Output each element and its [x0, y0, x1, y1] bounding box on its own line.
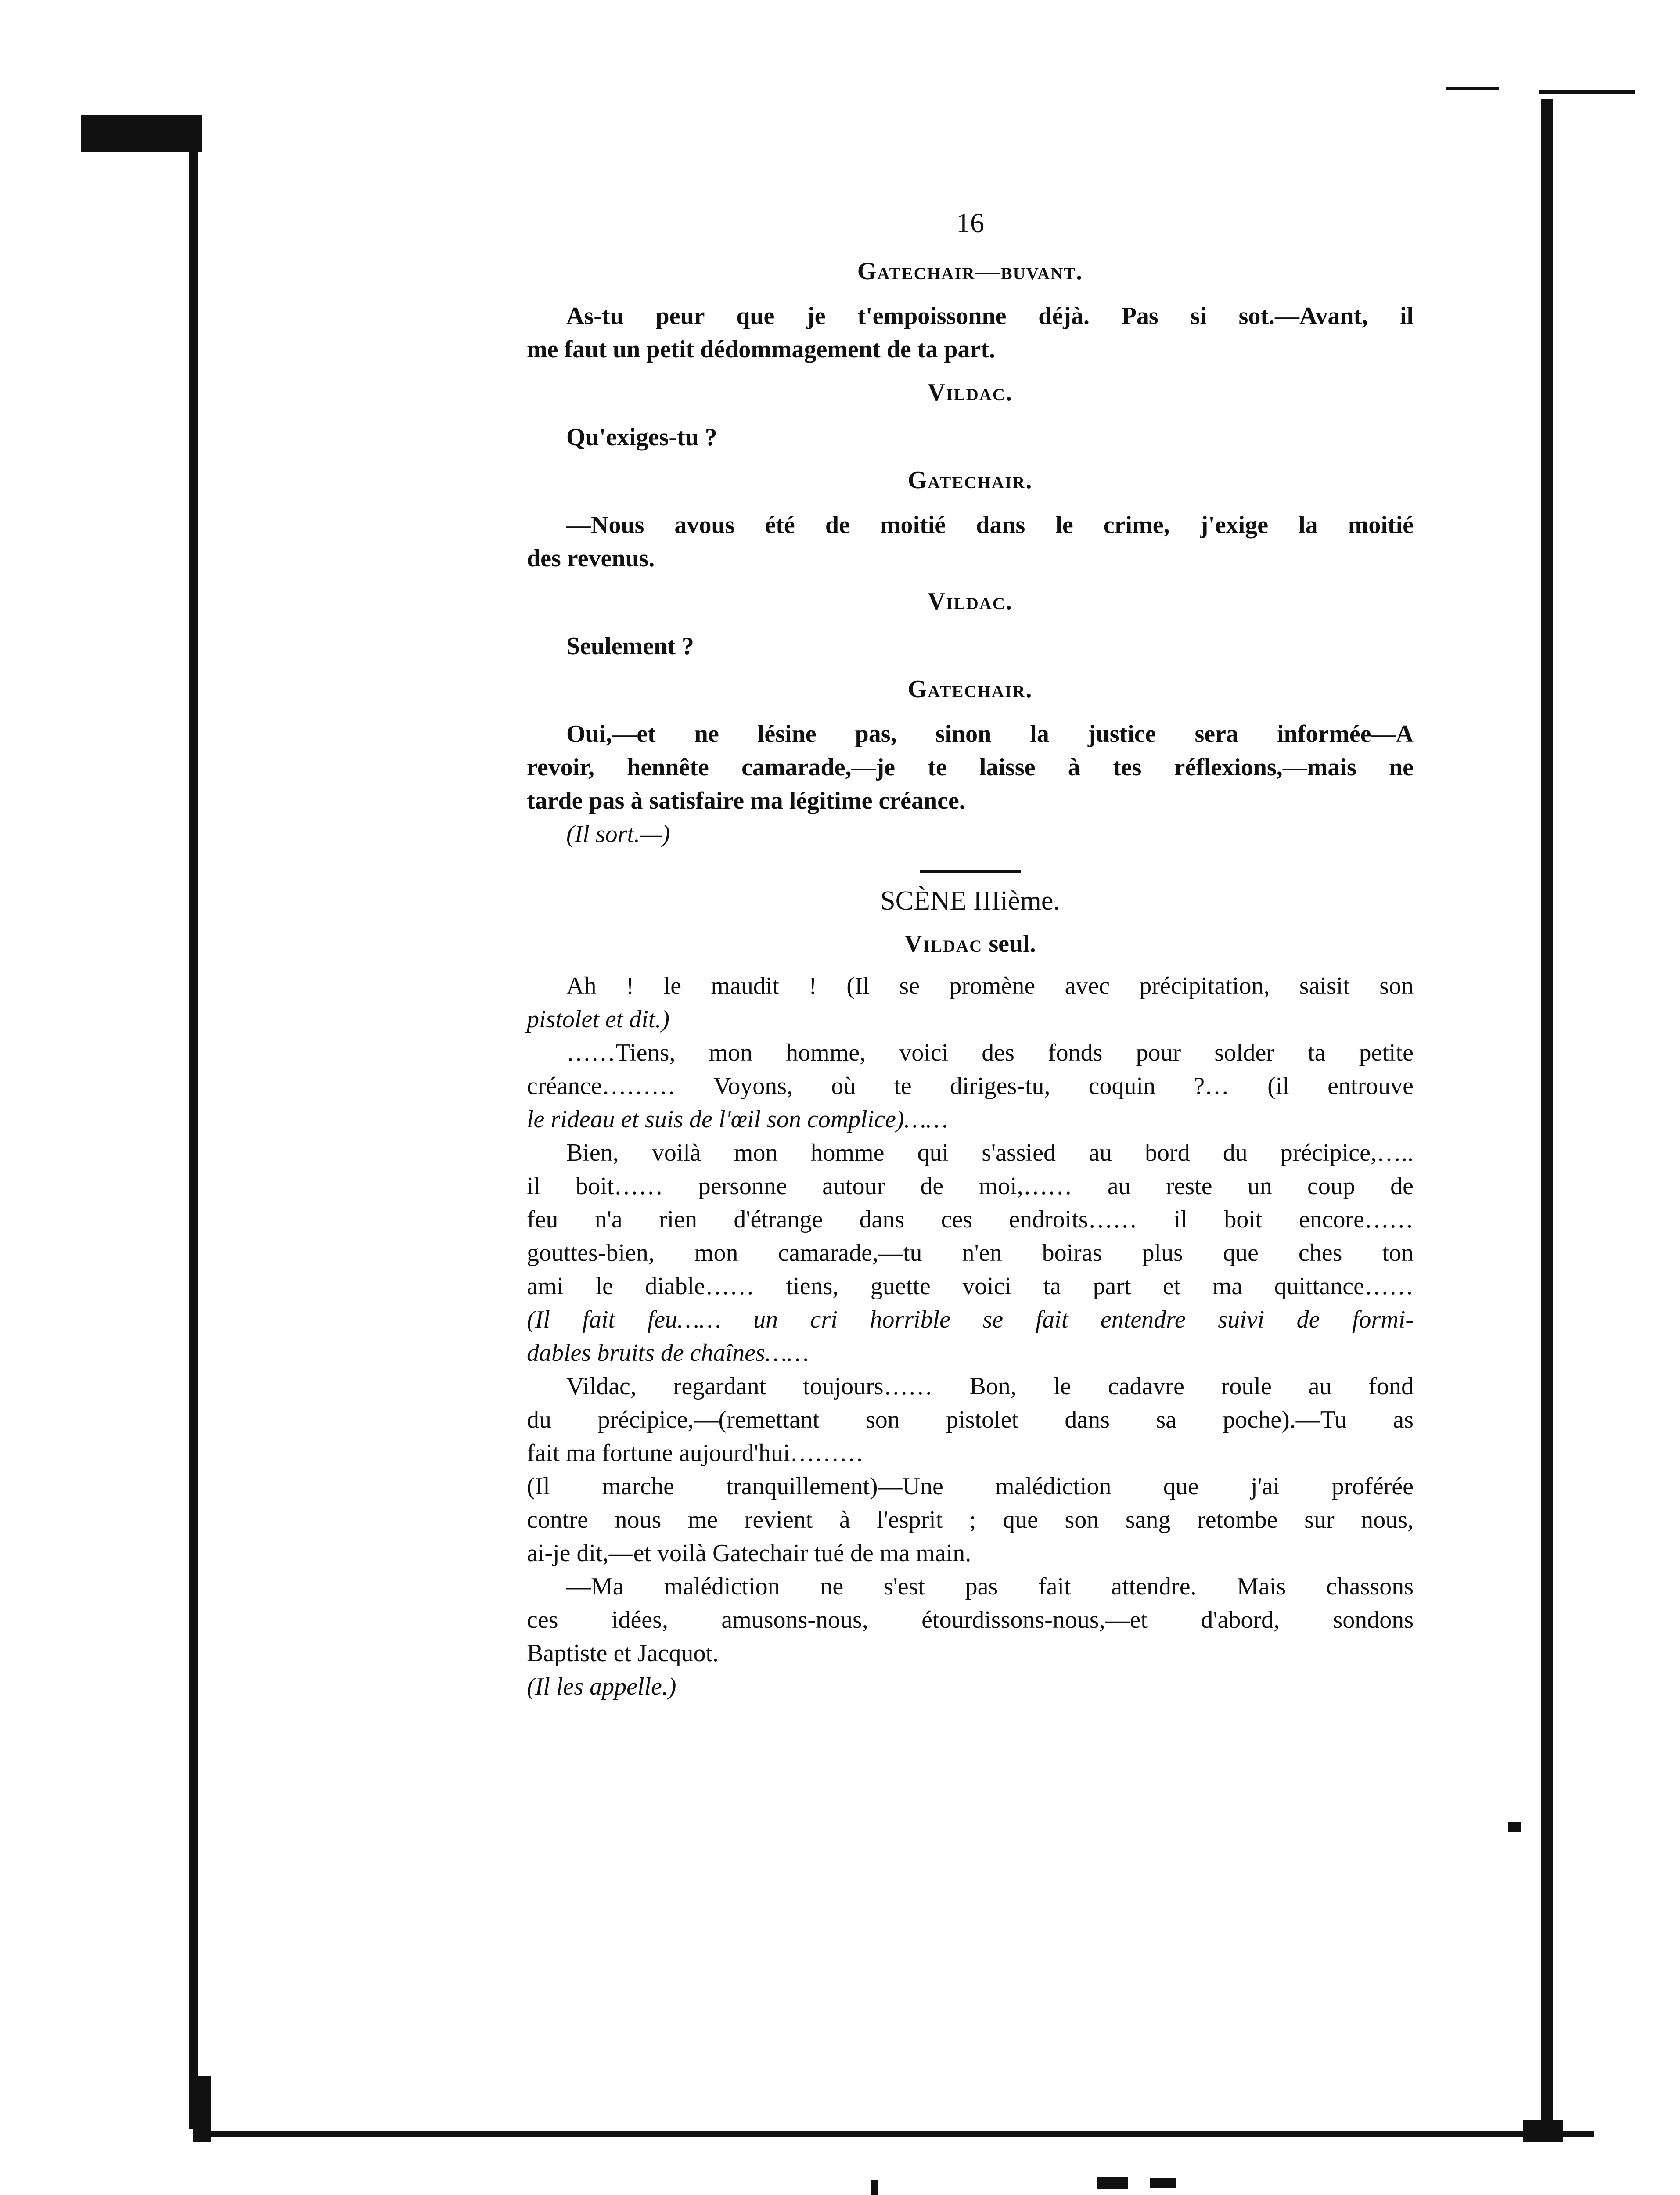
scan-edge-top-left: [81, 115, 202, 152]
speaker-name: Vildac.: [927, 379, 1013, 406]
speaker-name: Vildac.: [927, 588, 1013, 615]
dialogue-paragraph: [527, 508, 1414, 575]
scene-line: ai-je dit,—et voilà Gatechair tué de ma main.: [527, 1540, 971, 1567]
scene-subtitle: [527, 927, 1414, 961]
scan-edge-bottom: [206, 2131, 1594, 2137]
dialogue-blocks: [527, 255, 1414, 851]
scene-line: ……Tiens, mon homme, voici des fonds pour solder ta petite: [566, 1039, 1414, 1066]
scan-edge-right-top: [1539, 90, 1635, 94]
document-page: [527, 206, 1414, 1703]
dialogue-paragraph: [527, 299, 1414, 366]
dialogue-paragraph: [527, 717, 1414, 817]
scene-subtitle-rest: seul.: [982, 930, 1036, 957]
text-line: Seulement ?: [566, 633, 694, 660]
scene-line: (Il les appelle.): [527, 1673, 676, 1700]
scene-line: (Il marche tranquillement)—Une malédiction que j'ai proférée: [527, 1473, 1414, 1500]
scene-line: Vildac, regardant toujours…… Bon, le cadavre roule au fond: [566, 1373, 1414, 1400]
scan-mark-bottom-2: [1150, 2178, 1176, 2188]
text-line: des revenus.: [527, 545, 655, 572]
dialogue-paragraph: [527, 630, 1414, 663]
scene-line: créance……… Voyons, où te diriges-tu, coquin ?… (il entrouve: [527, 1072, 1414, 1100]
speaker-name: Gatechair.: [907, 676, 1033, 703]
scene-line: ces idées, amusons-nous, étourdissons-nous,—et d'abord, sondons: [527, 1606, 1414, 1634]
scene-line: Bien, voilà mon homme qui s'assied au bord du précipice,…..: [566, 1139, 1414, 1166]
scene-line: le rideau et suis de l'œil son complice)……: [527, 1106, 948, 1133]
scene-line: fait ma fortune aujourd'hui………: [527, 1439, 864, 1467]
scan-mark-bottom-3: [871, 2180, 878, 2195]
scene-text: [527, 969, 1414, 1703]
text-line: Qu'exiges-tu ?: [566, 424, 717, 451]
text-line: (Il sort.—): [566, 820, 670, 848]
stage-direction: [527, 817, 1414, 851]
scene-line: feu n'a rien d'étrange dans ces endroits…… il boit encore……: [527, 1206, 1414, 1233]
scan-mark-right: [1508, 1822, 1521, 1832]
scene-line: (Il fait feu…… un cri horrible se fait entendre suivi de formi-: [527, 1306, 1414, 1333]
scene-line: Baptiste et Jacquot.: [527, 1640, 719, 1667]
text-line: —Nous avous été de moitié dans le crime, j'exige la moitié: [566, 511, 1414, 539]
scan-mark-bottom-1: [1097, 2177, 1128, 2189]
scan-edge-right-top-mark: [1446, 87, 1499, 90]
scene-divider: [920, 870, 1021, 873]
text-line: As-tu peur que je t'empoissonne déjà. Pas si sot.—Avant, il: [566, 302, 1414, 330]
scene-line: dables bruits de chaînes……: [527, 1339, 809, 1367]
scene-title: SCÈNE IIIième.: [880, 886, 1060, 916]
text-line: revoir, hennête camarade,—je te laisse à tes réflexions,—mais ne: [527, 754, 1414, 781]
page-number: 16: [956, 207, 984, 238]
scene-line: contre nous me revient à l'esprit ; que son sang retombe sur nous,: [527, 1506, 1414, 1533]
scene-line: pistolet et dit.): [527, 1006, 670, 1033]
dialogue-paragraph: [527, 421, 1414, 454]
scene-line: du précipice,—(remettant son pistolet dans sa poche).—Tu as: [527, 1406, 1414, 1433]
scene-line: —Ma malédiction ne s'est pas fait attendre. Mais chassons: [566, 1573, 1414, 1600]
scan-edge-right-foot: [1523, 2120, 1563, 2142]
scan-edge-right: [1541, 99, 1553, 2140]
scan-edge-left: [189, 145, 198, 2129]
speaker-name: Gatechair.: [907, 467, 1033, 494]
scene-line: gouttes-bien, mon camarade,—tu n'en boiras plus que ches ton: [527, 1239, 1414, 1267]
scene-line: il boit…… personne autour de moi,…… au reste un coup de: [527, 1173, 1414, 1200]
scene-subtitle-name: Vildac: [904, 930, 983, 957]
scene-line: Ah ! le maudit ! (Il se promène avec précipitation, saisit son: [566, 972, 1414, 1000]
scene-line: ami le diable…… tiens, guette voici ta part et ma quittance……: [527, 1273, 1414, 1300]
text-line: Oui,—et ne lésine pas, sinon la justice sera informée—A: [566, 720, 1414, 748]
text-line: me faut un petit dédommagement de ta part.: [527, 336, 995, 363]
text-line: tarde pas à satisfaire ma légitime créance.: [527, 787, 965, 814]
speaker-name: Gatechair—buvant.: [857, 258, 1083, 285]
